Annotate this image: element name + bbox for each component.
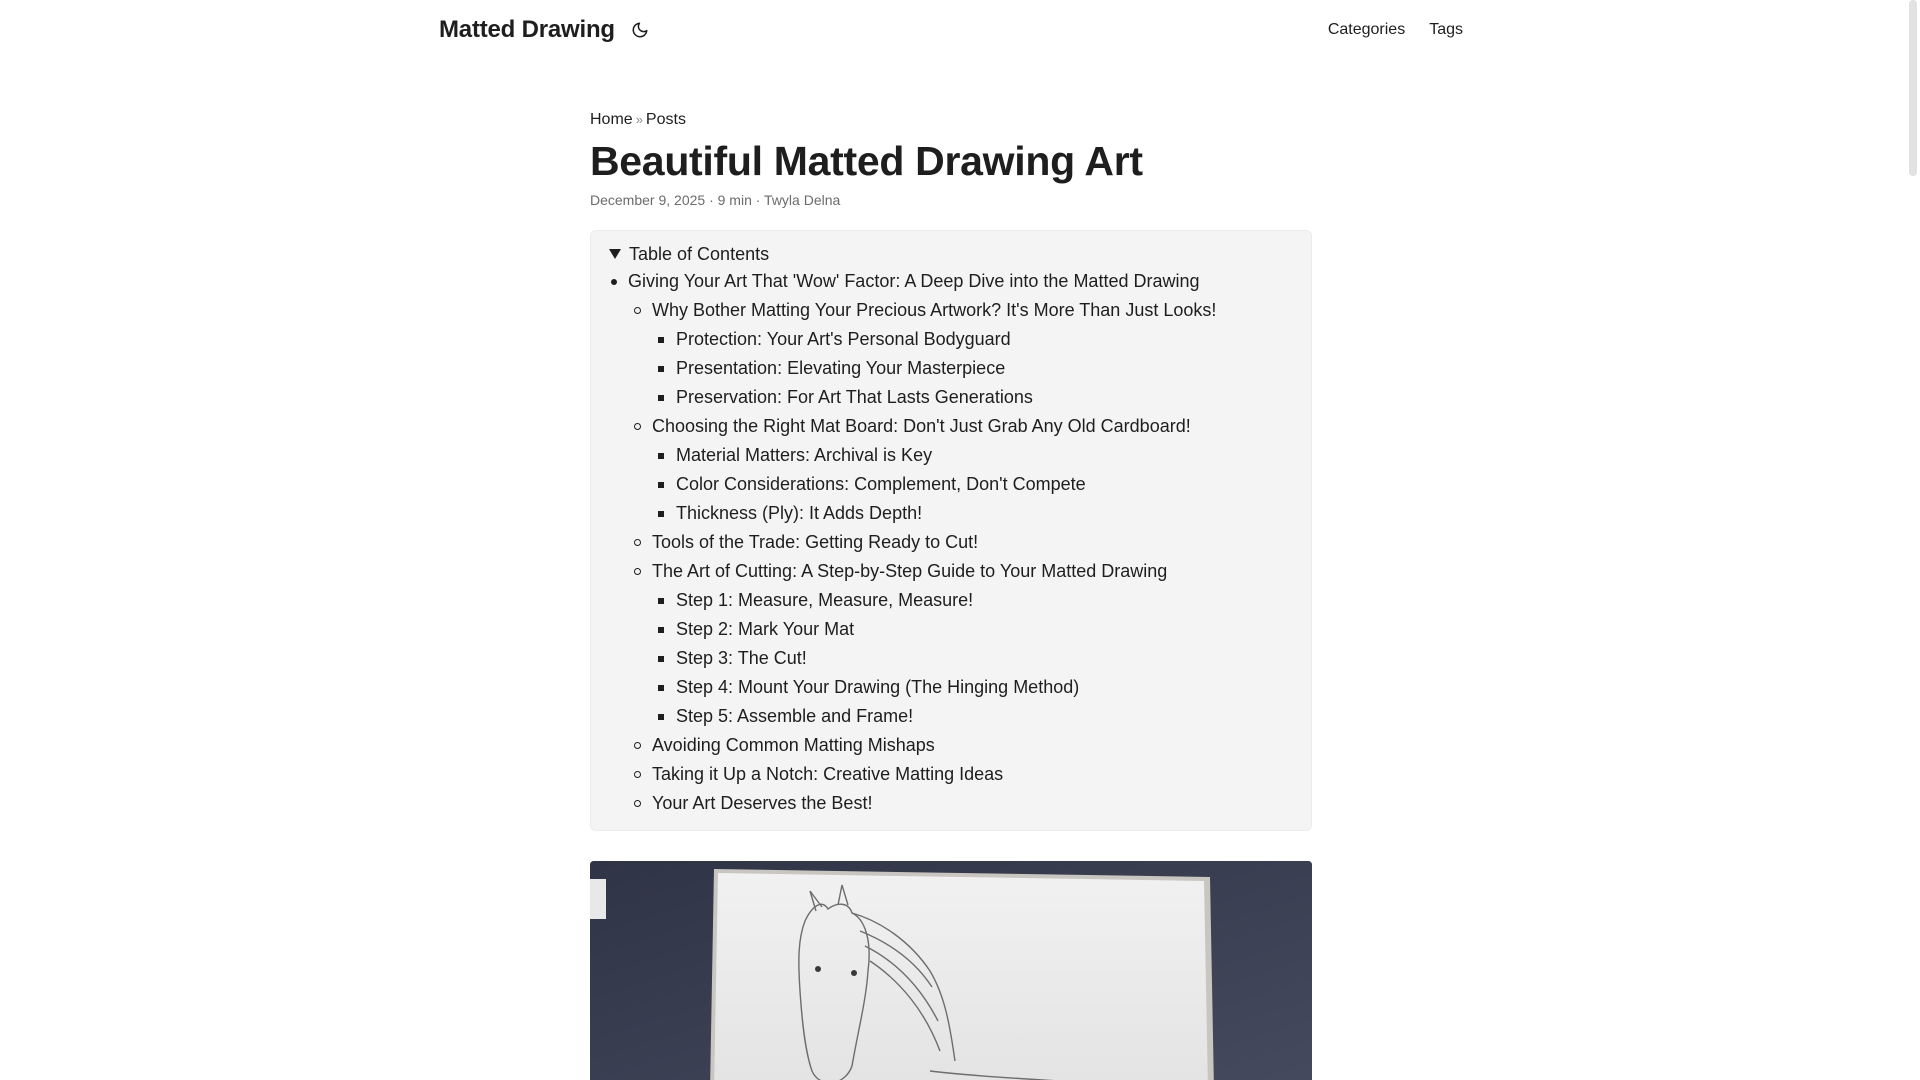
toc-item [652, 325, 1291, 354]
toc-link[interactable]: Why Bother Matting Your Precious Artwork? It's More Than Just Looks! [652, 300, 1217, 320]
toc-sublist [652, 586, 1291, 731]
toc-list [607, 267, 1291, 818]
toc-link[interactable]: Avoiding Common Matting Mishaps [652, 735, 935, 755]
toc-item [652, 644, 1291, 673]
site-logo[interactable]: Matted Drawing [439, 16, 615, 43]
toc-link[interactable]: Presentation: Elevating Your Masterpiece [676, 358, 1006, 378]
toc-item [628, 789, 1291, 818]
moon-icon[interactable] [629, 19, 651, 41]
toc-item [652, 354, 1291, 383]
toc-link[interactable]: Choosing the Right Mat Board: Don't Just Grab Any Old Cardboard! [652, 416, 1191, 436]
toc-link[interactable]: Step 4: Mount Your Drawing (The Hinging Method) [676, 677, 1080, 697]
horse-drawing-image [590, 861, 1312, 1080]
toc-link[interactable]: Giving Your Art That 'Wow' Factor: A Deep Dive into the Matted Drawing [628, 271, 1200, 291]
triangle-down-icon [609, 249, 621, 259]
toc-toggle[interactable] [607, 241, 1291, 267]
breadcrumb-home[interactable]: Home [590, 111, 633, 128]
toc-item [628, 528, 1291, 557]
toc-item [628, 296, 1291, 412]
breadcrumb-separator: » [635, 112, 643, 127]
toc-link[interactable]: Material Matters: Archival is Key [676, 445, 933, 465]
toc-item-top [607, 267, 1291, 818]
toc-item [628, 731, 1291, 760]
site-header [439, 0, 1463, 60]
logo-group [439, 16, 651, 44]
breadcrumb-posts[interactable]: Posts [645, 111, 686, 128]
scrollbar-thumb[interactable] [1909, 0, 1917, 176]
post-main [590, 108, 1312, 1080]
toc-link[interactable]: Step 3: The Cut! [676, 648, 807, 668]
toc-link[interactable]: Color Considerations: Complement, Don't Compete [676, 474, 1086, 494]
toc-item [652, 499, 1291, 528]
toc-link[interactable]: Tools of the Trade: Getting Ready to Cut! [652, 532, 979, 552]
toc-link[interactable]: Thickness (Ply): It Adds Depth! [676, 503, 923, 523]
toc-item [628, 412, 1291, 528]
toc-link[interactable]: Protection: Your Art's Personal Bodyguard [676, 329, 1011, 349]
table-of-contents [590, 230, 1312, 831]
post-meta: December 9, 2025 · 9 min · Twyla Delna [590, 192, 841, 208]
main-nav [1304, 21, 1463, 39]
toc-link[interactable]: Step 1: Measure, Measure, Measure! [676, 590, 974, 610]
toc-item [628, 557, 1291, 731]
toc-item [628, 760, 1291, 789]
toc-item [652, 383, 1291, 412]
toc-item [652, 470, 1291, 499]
toc-item [652, 702, 1291, 731]
toc-item [652, 673, 1291, 702]
toc-link[interactable]: The Art of Cutting: A Step-by-Step Guide to Your Matted Drawing [652, 561, 1168, 581]
toc-item [652, 441, 1291, 470]
toc-summary-label: Table of Contents [629, 243, 770, 264]
toc-link[interactable]: Your Art Deserves the Best! [652, 793, 873, 813]
toc-item [652, 586, 1291, 615]
toc-link[interactable]: Step 5: Assemble and Frame! [676, 706, 914, 726]
page-title: Beautiful Matted Drawing Art [590, 138, 1143, 184]
toc-item [652, 615, 1291, 644]
breadcrumb [590, 108, 1312, 132]
toc-sublist [652, 325, 1291, 412]
toc-link[interactable]: Preservation: For Art That Lasts Generations [676, 387, 1033, 407]
cover-image [590, 861, 1312, 1080]
toc-link[interactable]: Taking it Up a Notch: Creative Matting Ideas [652, 764, 1004, 784]
toc-sublist [652, 441, 1291, 528]
nav-categories[interactable]: Categories [1327, 21, 1406, 38]
toc-link[interactable]: Step 2: Mark Your Mat [676, 619, 855, 639]
scrollbar[interactable] [1906, 0, 1920, 1080]
nav-tags[interactable]: Tags [1429, 21, 1463, 38]
toc-sublist [628, 296, 1291, 818]
